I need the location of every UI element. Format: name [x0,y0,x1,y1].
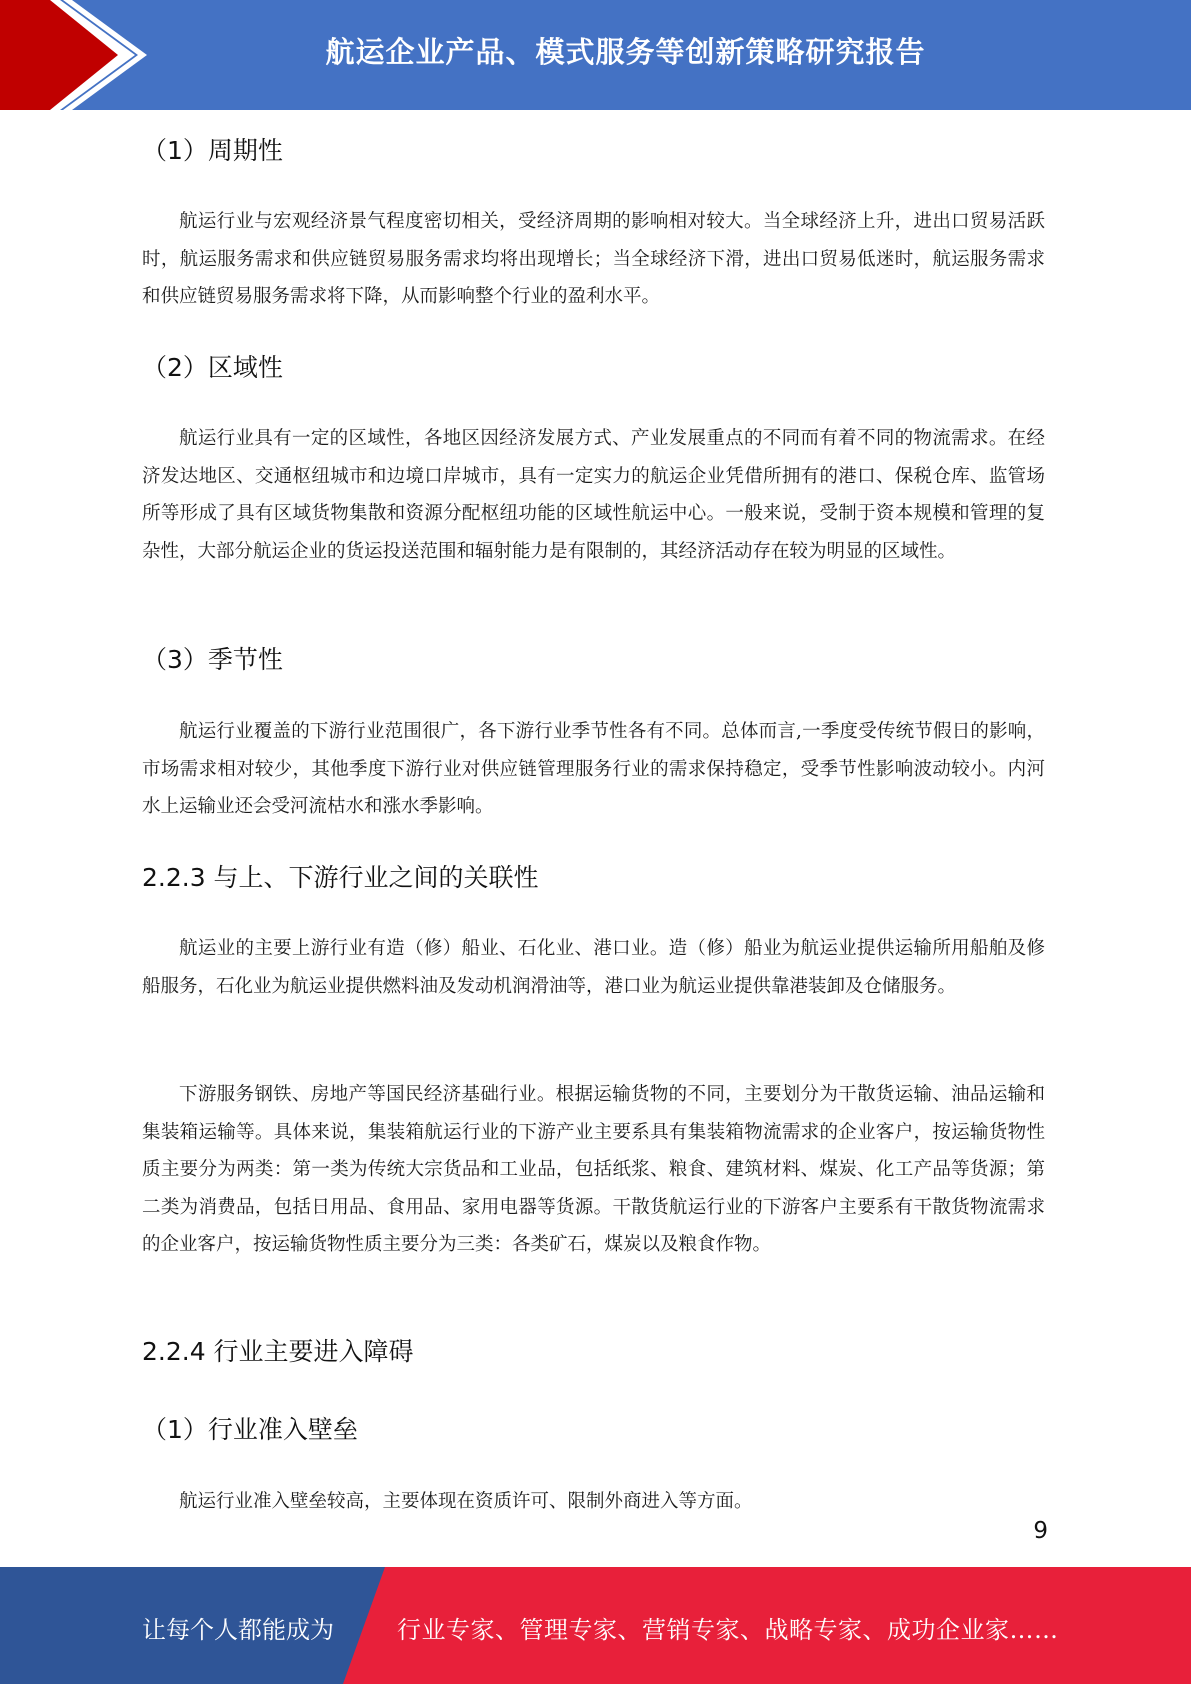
page-footer [0,1567,1191,1684]
paragraph-downstream: 下游服务钢铁、房地产等国民经济基础行业。根据运输货物的不同，主要划分为干散货运输、油品运输和集装箱运输等。具体来说，集装箱航运行业的下游产业主要系具有集装箱物流需求的企业客户，按运输货物性质主要分为两类：第一类为传统大宗货品和工业品，包括纸浆、粮食、建筑材料、煤炭、化工产品等货源；第二类为消费品，包括日用品、食用品、家用电器等货源。干散货航运行业的下游客户主要系有干散货物流需求的企业客户，按运输货物性质主要分为三类：各类矿石，煤炭以及粮食作物。 [142,1084,1045,1255]
paragraph-upstream: 航运业的主要上游行业有造（修）船业、石化业、港口业。造（修）船业为航运业提供运输所用船舶及修船服务，石化业为航运业提供燃料油及发动机润滑油等，港口业为航运业提供靠港装卸及仓储服务。 [142,938,1045,997]
section-heading-cyclicality: （1）周期性 [142,136,283,165]
section-heading-entry-barrier: （1）行业准入壁垒 [142,1415,358,1444]
paragraph-regionality: 航运行业具有一定的区域性，各地区因经济发展方式、产业发展重点的不同而有着不同的物流需求。在经济发达地区、交通枢纽城市和边境口岸城市，具有一定实力的航运企业凭借所拥有的港口、保税仓库、监管场所等形成了具有区域货物集散和资源分配枢纽功能的区域性航运中心。一般来说，受制于资本规模和管理的复杂性，大部分航运企业的货运投送范围和辐射能力是有限制的，其经济活动存在较为明显的区域性。 [142,428,1045,562]
paragraph-cyclicality: 航运行业与宏观经济景气程度密切相关，受经济周期的影响相对较大。当全球经济上升，进出口贸易活跃时，航运服务需求和供应链贸易服务需求均将出现增长；当全球经济下滑，进出口贸易低迷时，航运服务需求和供应链贸易服务需求将下降，从而影响整个行业的盈利水平。 [142,211,1045,307]
paragraph-seasonality: 航运行业覆盖的下游行业范围很广，各下游行业季节性各有不同。总体而言,一季度受传统节假日的影响，市场需求相对较少，其他季度下游行业对供应链管理服务行业的需求保持稳定，受季节性影响波动较小。内河水上运输业还会受河流枯水和涨水季影响。 [142,721,1045,817]
page-header [0,0,1191,110]
report-title: 航运企业产品、模式服务等创新策略研究报告 [325,35,926,69]
paragraph-entry-barrier: 航运行业准入壁垒较高，主要体现在资质许可、限制外商进入等方面。 [179,1491,753,1512]
footer-slogan-left: 让每个人都能成为 [142,1616,334,1644]
section-heading-regionality: （2）区域性 [142,353,283,382]
section-heading-2-2-3: 2.2.3 与上、下游行业之间的关联性 [142,863,539,892]
footer-slogan-right: 行业专家、管理专家、营销专家、战略专家、成功企业家…… [397,1616,1059,1644]
section-heading-seasonality: （3）季节性 [142,645,283,674]
header-arrow-decoration [0,0,160,110]
page-number: 9 [1033,1518,1048,1544]
section-heading-2-2-4: 2.2.4 行业主要进入障碍 [142,1337,414,1366]
